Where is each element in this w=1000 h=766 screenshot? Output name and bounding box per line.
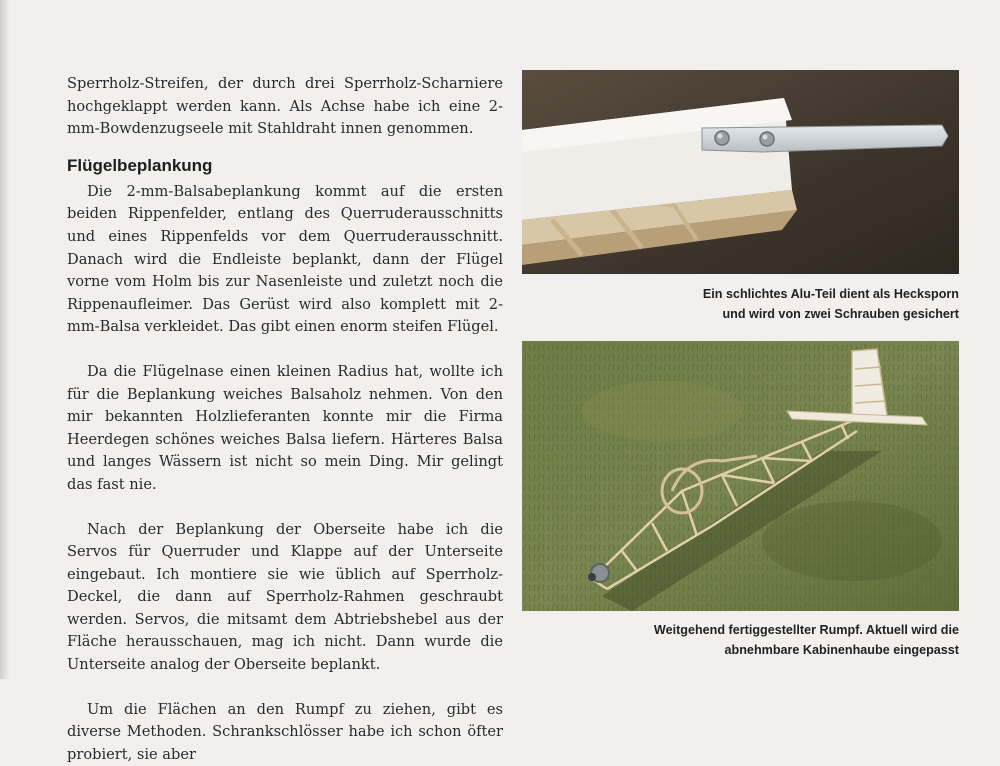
- paragraph-servos: Nach der Beplankung der Oberseite habe ich die Servos für Querruder und Klappe auf der Unterseite eingebaut. Ich montiere sie wie üblich auf Sperrholz-Deckel, die dann auf Sperrholz-Rahmen geschraubt werden. Servos, die mitsamt dem Abtriebshebel aus der Fläche herausschauen, mag ich nicht. Dann wurde die Unterseite analog der Oberseite beplankt.: [67, 520, 503, 674]
- page-gutter-shadow: [0, 0, 10, 679]
- caption-line: abnehmbare Kabinenhaube eingepasst: [724, 643, 959, 657]
- caption-line: Weitgehend fertiggestellter Rumpf. Aktuell wird die: [653, 623, 959, 637]
- paragraph-balsa: Da die Flügelnase einen kleinen Radius hat, wollte ich für die Beplankung weiches Balsaholz nehmen. Von den mir bekannten Holzlieferanten konnte mir die Firma Heerdegen schönes weiches Balsa liefern. Härteres Balsa und langes Wässern ist nicht so mein Ding. Mir gelingt das fast nie.: [67, 362, 503, 493]
- paragraph-rumpf: Um die Flächen an den Rumpf zu ziehen, gibt es diverse Methoden. Schrankschlösser habe ich schon öfter probiert, sie aber: [67, 700, 503, 763]
- caption-line: und wird von zwei Schrauben gesichert: [722, 307, 959, 321]
- caption-tail-skid: [519, 284, 959, 324]
- section-heading: Flügelbeplankung: [67, 155, 213, 175]
- photo-tail-skid: [522, 70, 959, 274]
- caption-line: Ein schlichtes Alu-Teil dient als Hecksporn: [702, 287, 959, 301]
- paragraph-intro: Sperrholz-Streifen, der durch drei Sperrholz-Scharniere hochgeklappt werden kann. Als Achse habe ich eine 2-mm-Bowdenzugseele mit Stahldraht innen genommen.: [67, 75, 503, 138]
- caption-fuselage: [519, 620, 959, 660]
- photo-fuselage: [522, 341, 959, 611]
- paragraph-beplankung: Die 2-mm-Balsabeplankung kommt auf die ersten beiden Rippenfelder, entlang des Querruderausschnitts und eines Rippenfelds vor dem Querruderausschnitt. Danach wird die Endleiste beplankt, dann der Flügel vorne vom Holm bis zur Nasenleiste und zuletzt noch die Rippenaufleimer. Das Gerüst wird also komplett mit 2-mm-Balsa verkleidet. Das gibt einen enorm steifen Flügel.: [67, 182, 503, 336]
- text-column: [67, 73, 503, 766]
